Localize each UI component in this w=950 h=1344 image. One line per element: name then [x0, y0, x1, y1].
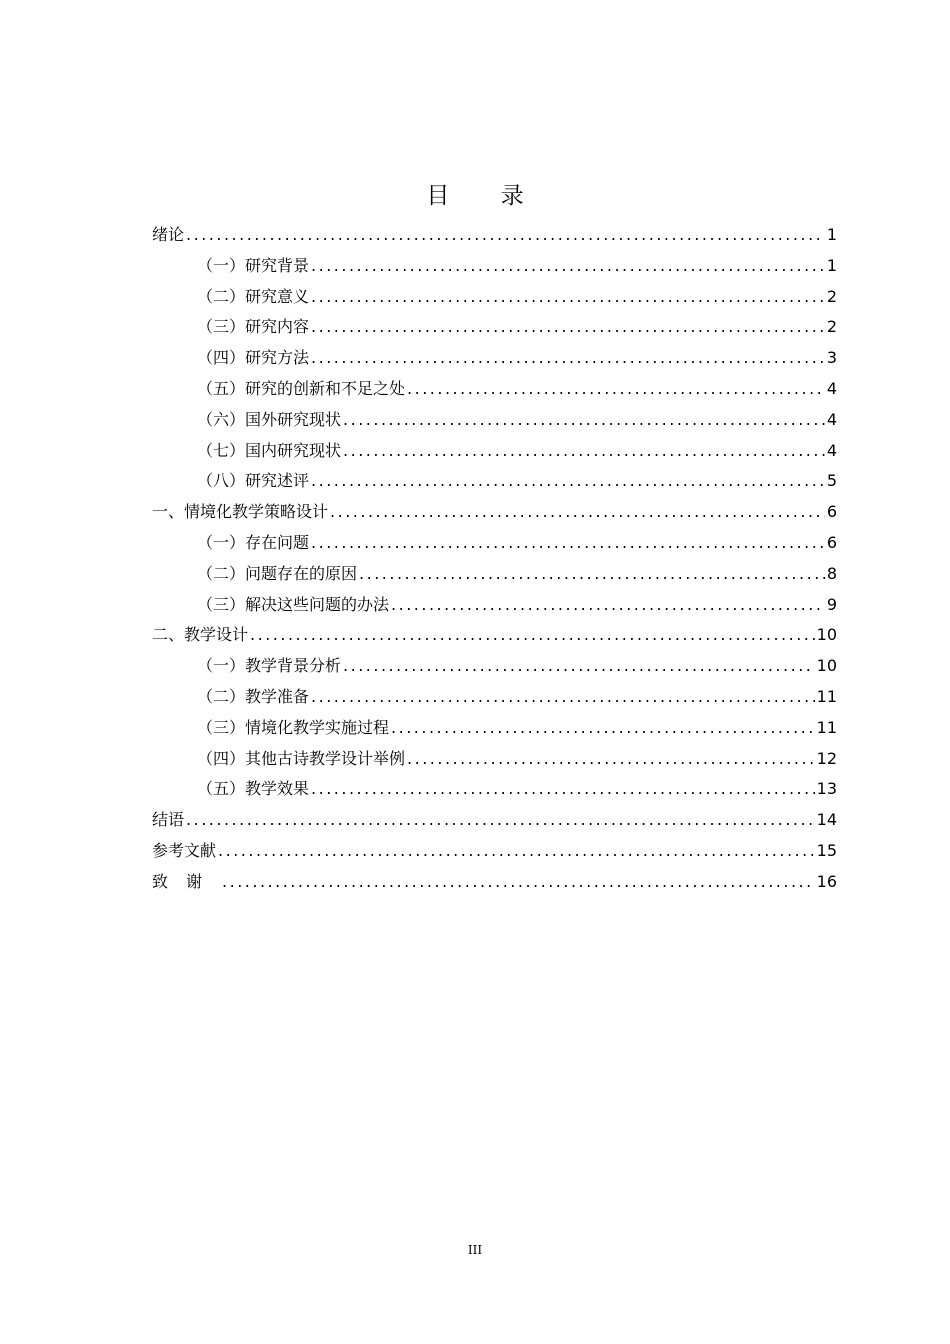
toc-entry-number: （三） — [197, 717, 246, 737]
toc-entry-text: 研究述评 — [245, 471, 310, 491]
toc-page-number: 10 — [816, 625, 837, 645]
dot-leader — [311, 466, 825, 497]
toc-entry[interactable] — [152, 436, 837, 467]
toc-page-number: 15 — [816, 840, 837, 860]
toc-entry-number: 二、 — [152, 625, 185, 645]
toc-entry-text: 问题存在的原因 — [245, 563, 358, 583]
toc-entry[interactable] — [152, 867, 837, 898]
toc-page-number: 8 — [826, 563, 837, 583]
toc-entry-text: 其他古诗教学设计举例 — [245, 748, 406, 768]
toc-entry-number: （二） — [197, 563, 246, 583]
toc-entry[interactable] — [152, 559, 837, 590]
toc-entry[interactable] — [152, 651, 837, 682]
toc-entry[interactable] — [152, 466, 837, 497]
toc-entry-number: （四） — [197, 348, 246, 368]
toc-entry-number: （一） — [197, 532, 246, 552]
toc-entry[interactable] — [152, 497, 837, 528]
toc-entry-text: 结语 — [152, 810, 185, 830]
toc-entry[interactable] — [152, 713, 837, 744]
toc-page-number: 1 — [826, 255, 837, 275]
toc-page-number: 3 — [826, 348, 837, 368]
toc-page-number: 11 — [816, 717, 837, 737]
dot-leader — [343, 436, 825, 467]
toc-entry-number: （三） — [197, 594, 246, 614]
toc-entry-number: （六） — [197, 409, 246, 429]
toc-page-number: 4 — [826, 409, 837, 429]
dot-leader — [407, 744, 815, 775]
toc-entry-text: 解决这些问题的办法 — [245, 594, 390, 614]
toc-page-number: 5 — [826, 471, 837, 491]
dot-leader — [359, 559, 825, 590]
toc-page-number: 9 — [826, 594, 837, 614]
dot-leader — [407, 374, 825, 405]
toc-entry[interactable] — [152, 590, 837, 621]
table-of-contents — [152, 220, 837, 898]
dot-leader — [391, 713, 815, 744]
toc-entry-text: 情境化教学策略设计 — [184, 502, 329, 522]
toc-entry[interactable] — [152, 312, 837, 343]
toc-entry-text: 研究意义 — [245, 286, 310, 306]
toc-page-number: 10 — [816, 656, 837, 676]
toc-entry-text: 教学设计 — [184, 625, 249, 645]
toc-page-number: 16 — [816, 871, 837, 891]
toc-entry-number: （二） — [197, 686, 246, 706]
dot-leader — [330, 497, 825, 528]
page-number: III — [467, 1243, 483, 1257]
toc-entry[interactable] — [152, 374, 837, 405]
toc-entry[interactable] — [152, 805, 837, 836]
toc-entry[interactable] — [152, 620, 837, 651]
dot-leader — [311, 774, 815, 805]
toc-entry[interactable] — [152, 251, 837, 282]
dot-leader — [250, 620, 815, 651]
toc-page-number: 4 — [826, 378, 837, 398]
dot-leader — [186, 220, 825, 251]
toc-entry-text: 致谢 — [152, 871, 221, 891]
toc-page-number: 11 — [816, 686, 837, 706]
toc-entry[interactable] — [152, 282, 837, 313]
toc-entry-text: 参考文献 — [152, 840, 217, 860]
toc-entry-number: （八） — [197, 471, 246, 491]
dot-leader — [311, 343, 825, 374]
toc-page-number: 6 — [826, 502, 837, 522]
toc-entry-number: （五） — [197, 378, 246, 398]
dot-leader — [311, 251, 825, 282]
dot-leader — [186, 805, 815, 836]
toc-page-number: 4 — [826, 440, 837, 460]
toc-entry-text: 研究方法 — [245, 348, 310, 368]
dot-leader — [311, 682, 815, 713]
toc-page-number: 14 — [816, 810, 837, 830]
toc-entry-number: （五） — [197, 779, 246, 799]
toc-entry[interactable] — [152, 682, 837, 713]
toc-entry-text: 国外研究现状 — [245, 409, 342, 429]
toc-entry-text: 研究背景 — [245, 255, 310, 275]
toc-entry[interactable] — [152, 774, 837, 805]
dot-leader — [343, 405, 825, 436]
dot-leader — [311, 282, 825, 313]
toc-entry-number: （一） — [197, 656, 246, 676]
toc-entry[interactable] — [152, 220, 837, 251]
dot-leader — [311, 528, 825, 559]
toc-entry-number: 一、 — [152, 502, 185, 522]
toc-page-number: 2 — [826, 317, 837, 337]
toc-page-number: 1 — [826, 225, 837, 244]
toc-entry-text: 国内研究现状 — [245, 440, 342, 460]
dot-leader — [218, 836, 815, 867]
toc-entry[interactable] — [152, 528, 837, 559]
toc-entry-number: （三） — [197, 317, 246, 337]
toc-page-number: 13 — [816, 779, 837, 799]
dot-leader — [222, 867, 815, 898]
toc-entry[interactable] — [152, 405, 837, 436]
toc-entry-number: （一） — [197, 255, 246, 275]
toc-entry-text: 情境化教学实施过程 — [245, 717, 390, 737]
dot-leader — [311, 312, 825, 343]
dot-leader — [343, 651, 815, 682]
toc-entry-text: 教学背景分析 — [245, 656, 342, 676]
toc-entry[interactable] — [152, 343, 837, 374]
toc-page-number: 12 — [816, 748, 837, 768]
toc-entry-text: 教学准备 — [245, 686, 310, 706]
toc-entry[interactable] — [152, 836, 837, 867]
toc-entry-text: 绪论 — [152, 225, 185, 244]
dot-leader — [391, 590, 825, 621]
toc-entry-number: （七） — [197, 440, 246, 460]
toc-entry-text: 教学效果 — [245, 779, 310, 799]
toc-entry-number: （二） — [197, 286, 246, 306]
toc-title: 目 录 — [426, 183, 546, 209]
toc-entry-text: 研究的创新和不足之处 — [245, 378, 406, 398]
toc-entry[interactable] — [152, 744, 837, 775]
toc-entry-text: 存在问题 — [245, 532, 310, 552]
toc-page-number: 6 — [826, 532, 837, 552]
toc-page-number: 2 — [826, 286, 837, 306]
toc-entry-text: 研究内容 — [245, 317, 310, 337]
toc-entry-number: （四） — [197, 748, 246, 768]
